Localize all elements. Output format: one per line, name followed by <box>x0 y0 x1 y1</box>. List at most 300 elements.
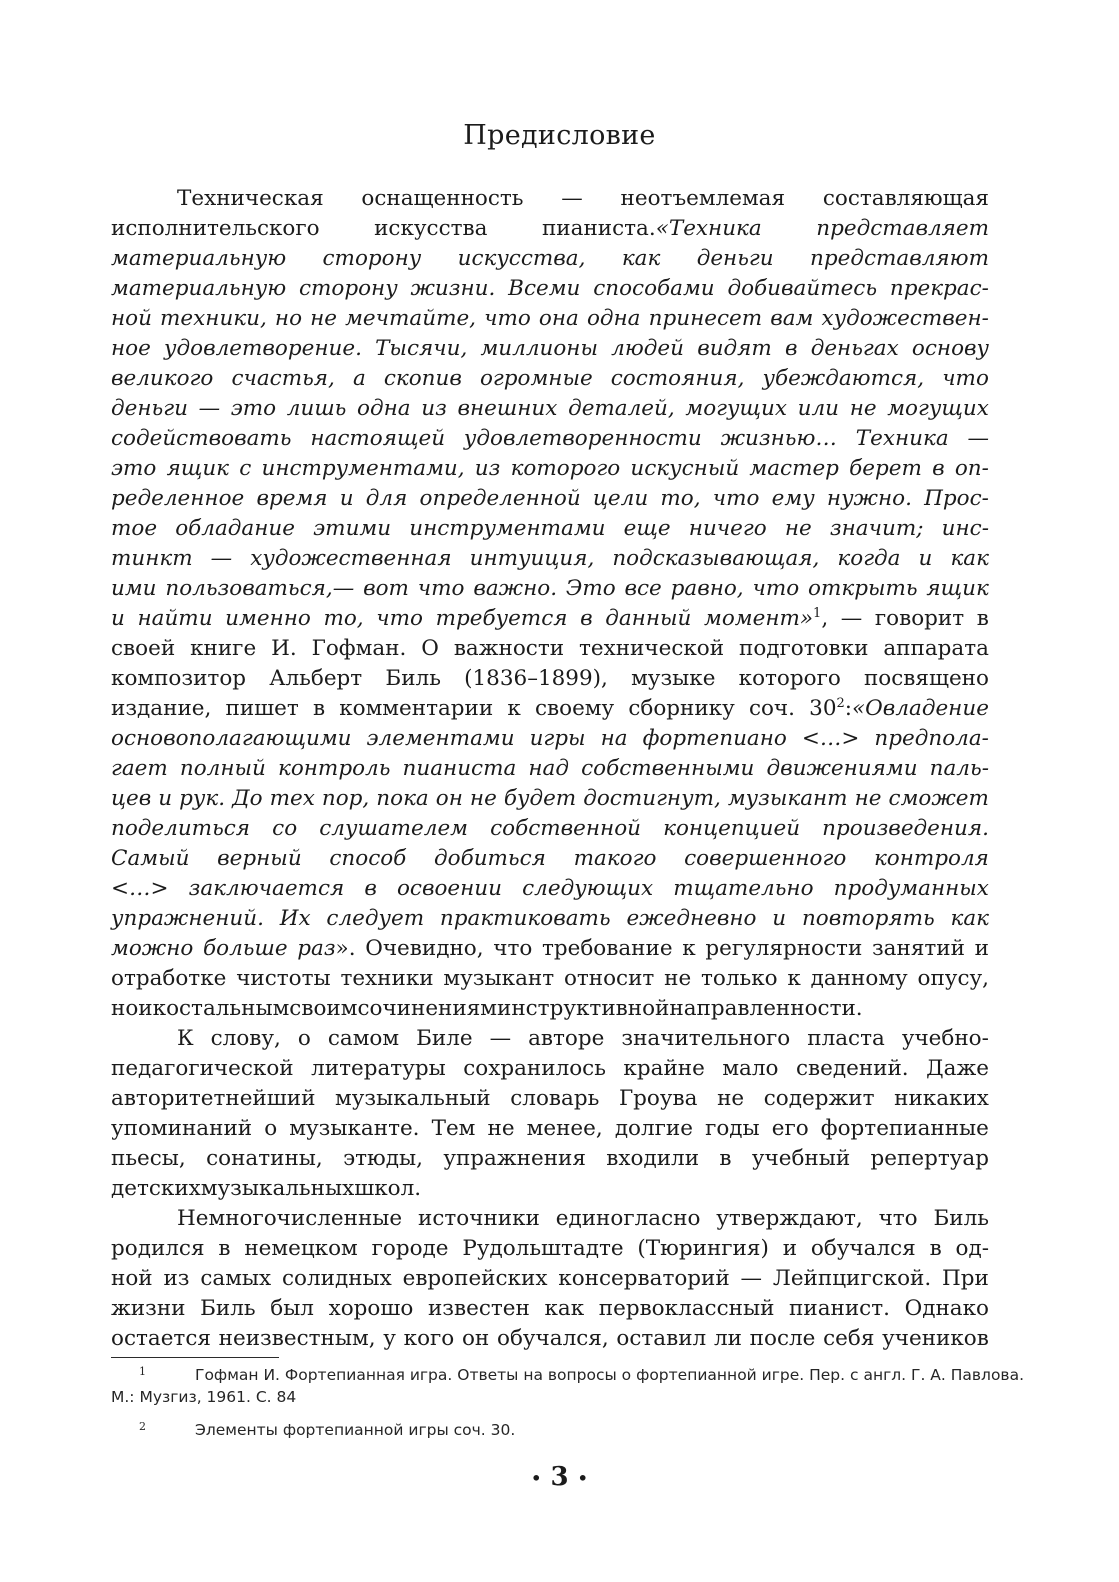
italic-word: тинкт <box>111 546 193 571</box>
word <box>443 964 554 994</box>
word <box>153 994 166 1024</box>
text-line <box>111 784 989 814</box>
word-text: как <box>544 1296 585 1321</box>
word <box>418 1204 540 1234</box>
italic-word: берет <box>849 456 922 481</box>
text-line <box>111 544 989 574</box>
word <box>190 634 256 664</box>
word <box>111 814 250 844</box>
italic-word: совершенного <box>684 846 847 871</box>
word <box>329 844 406 874</box>
italic-word: продуманных <box>833 876 989 901</box>
italic-word: еще <box>623 516 671 541</box>
word <box>470 544 595 574</box>
word <box>111 1234 205 1264</box>
italic-word: собственной <box>490 816 642 841</box>
word-text: хорошо <box>328 1296 414 1321</box>
word <box>716 1204 862 1234</box>
word <box>770 304 813 334</box>
word-text: чистоты <box>236 966 331 991</box>
footnote-separator <box>111 1357 279 1358</box>
text-line <box>111 664 989 694</box>
word <box>749 454 839 484</box>
italic-word: счастья, <box>231 366 335 391</box>
word <box>930 754 989 784</box>
word <box>802 904 935 934</box>
word-text: европейских <box>402 1266 548 1291</box>
italic-word: определенной <box>419 486 581 511</box>
word <box>955 454 989 484</box>
word <box>883 634 989 664</box>
word <box>864 664 989 694</box>
italic-word: что <box>942 366 989 391</box>
italic-word: художественная <box>250 546 452 571</box>
italic-word: что <box>484 306 531 331</box>
word-text: технической <box>578 636 725 661</box>
word <box>440 904 611 934</box>
word <box>177 184 324 214</box>
italic-word: но <box>274 306 303 331</box>
word <box>542 214 762 244</box>
italic-word: убеждаются, <box>762 366 925 391</box>
italic-word: контроль <box>277 756 391 781</box>
italic-word: основу <box>911 336 989 361</box>
word-text: Биль <box>200 1296 256 1321</box>
word <box>772 1114 809 1144</box>
word <box>244 1234 357 1264</box>
italic-word: собственными <box>581 756 755 781</box>
italic-word: До <box>232 786 263 811</box>
word <box>278 754 390 784</box>
word-text: Однако <box>904 1296 989 1321</box>
italic-word: мечтайте, <box>345 306 477 331</box>
word <box>879 1204 918 1234</box>
page-number-dot-left: • <box>531 1468 542 1488</box>
word <box>111 334 151 364</box>
word-text: в <box>719 1146 732 1171</box>
italic-word: ему <box>771 486 815 511</box>
word <box>111 1324 211 1354</box>
word <box>111 274 286 304</box>
word <box>201 1174 354 1204</box>
word-text: музыканте. <box>289 1116 420 1141</box>
word <box>111 964 226 994</box>
word-text: Биль <box>933 1206 989 1231</box>
word <box>310 304 337 334</box>
word <box>942 514 989 544</box>
word <box>493 934 532 964</box>
word <box>624 514 671 544</box>
word <box>717 1084 744 1114</box>
word-text: — <box>561 186 583 211</box>
word <box>583 784 721 814</box>
word <box>484 304 531 334</box>
word <box>111 874 169 904</box>
word <box>809 694 989 724</box>
word <box>409 514 605 544</box>
word <box>566 574 616 604</box>
italic-word: и <box>918 546 933 571</box>
word <box>810 244 989 274</box>
page-number <box>0 1462 1119 1492</box>
word-text: у <box>383 1326 396 1351</box>
word <box>530 724 586 754</box>
italic-word: вот <box>363 576 409 601</box>
italic-word: пользоваться,— <box>165 576 355 601</box>
word <box>750 1324 816 1354</box>
word-text: фортепианные <box>820 1116 989 1141</box>
word-text: остается <box>111 1326 211 1351</box>
word <box>772 904 786 934</box>
word-text: входили <box>606 1146 700 1171</box>
word <box>335 1084 491 1114</box>
word <box>287 394 347 424</box>
word-text: Техническая <box>177 186 324 211</box>
italic-word: деталей, <box>568 396 675 421</box>
italic-word: упражнений. <box>111 906 264 931</box>
text-line <box>111 334 989 364</box>
word <box>728 784 848 814</box>
word <box>353 364 366 394</box>
word <box>727 274 877 304</box>
word <box>787 964 800 994</box>
word <box>312 634 407 664</box>
word <box>752 1144 850 1174</box>
word <box>918 964 989 994</box>
italic-word: достигнут, <box>583 786 721 811</box>
italic-word: повторять <box>801 906 935 931</box>
italic-word: которого <box>510 456 621 481</box>
word-text: консерваторий <box>558 1266 730 1291</box>
word-text: Тем <box>431 1116 476 1141</box>
text-line <box>111 484 989 514</box>
word <box>313 694 325 724</box>
word-text: солидных <box>281 1266 392 1291</box>
text-line <box>111 304 989 334</box>
word <box>383 1324 396 1354</box>
word <box>621 184 786 214</box>
text-line <box>111 1054 989 1084</box>
word-text: сонатины, <box>206 1146 323 1171</box>
text-line <box>111 1084 989 1114</box>
word <box>217 844 302 874</box>
italic-word: деньгах <box>810 336 899 361</box>
italic-word: одна <box>586 306 641 331</box>
word <box>719 1144 731 1174</box>
word <box>528 754 569 784</box>
word <box>282 1264 392 1294</box>
word-text: неотъемлемая <box>620 186 786 211</box>
italic-word: прекрас- <box>889 276 989 301</box>
word <box>167 454 229 484</box>
word <box>111 1054 294 1084</box>
word <box>830 514 924 544</box>
word <box>111 724 352 754</box>
italic-word: Это <box>565 576 616 601</box>
word-text: в <box>312 696 326 721</box>
word <box>837 544 900 574</box>
word <box>261 454 464 484</box>
word-text: (Тюрингия) <box>637 1236 769 1261</box>
word <box>475 454 501 484</box>
word <box>111 574 157 604</box>
word <box>766 754 917 784</box>
footnote-mark: 1 <box>139 1365 146 1378</box>
italic-word: миллионы <box>480 336 598 361</box>
word <box>339 694 493 724</box>
word-text: исполнительского <box>111 216 320 241</box>
italic-word: Самый <box>111 846 190 871</box>
italic-word: не <box>310 306 337 331</box>
word <box>621 1024 790 1054</box>
word <box>821 1114 989 1144</box>
word <box>366 484 408 514</box>
word <box>579 634 724 664</box>
italic-word: «Техника <box>655 216 762 241</box>
word <box>811 964 908 994</box>
word <box>231 394 276 424</box>
word-text: составляющая <box>822 186 989 211</box>
word-text: Лейпцигской. <box>772 1266 932 1291</box>
text-line <box>111 904 989 934</box>
italic-word: обладание <box>175 516 295 541</box>
italic-word: вам <box>770 306 814 331</box>
word-text: говорит <box>874 606 965 631</box>
word-text: педагогической <box>111 1056 294 1081</box>
word-text: крайне <box>623 1056 705 1081</box>
italic-word: следующих <box>522 876 654 901</box>
word <box>855 784 882 814</box>
word <box>894 1084 989 1114</box>
italic-word: художествен- <box>821 306 989 331</box>
word <box>827 484 912 514</box>
italic-word: время <box>256 486 328 511</box>
italic-word: цев <box>111 786 152 811</box>
italic-word: найти <box>137 606 213 631</box>
word <box>823 1324 874 1354</box>
italic-word: требуется <box>435 606 568 631</box>
italic-word: видят <box>697 336 772 361</box>
italic-word: поделиться <box>111 816 251 841</box>
text-line <box>111 604 989 634</box>
word <box>705 1114 760 1144</box>
word <box>270 1294 314 1324</box>
word <box>631 664 715 694</box>
word <box>137 604 212 634</box>
word <box>111 694 211 724</box>
italic-word: произведения. <box>822 816 989 841</box>
word <box>177 1024 194 1054</box>
word <box>619 1084 698 1114</box>
word <box>111 934 193 964</box>
word <box>236 964 330 994</box>
word <box>164 334 362 364</box>
italic-word: гает <box>111 756 168 781</box>
word <box>684 844 846 874</box>
word <box>328 1024 399 1054</box>
word-text: о <box>297 1026 311 1051</box>
italic-word: сможет <box>888 786 989 811</box>
word <box>593 484 648 514</box>
word <box>111 514 157 544</box>
italic-word: и <box>339 486 354 511</box>
word <box>443 1144 586 1174</box>
word <box>232 784 262 814</box>
word <box>200 1264 271 1294</box>
word <box>497 994 669 1024</box>
italic-word: могущих <box>887 396 989 421</box>
text-line <box>111 694 989 724</box>
text-line <box>111 244 989 274</box>
word <box>323 244 422 274</box>
italic-word: ящик <box>926 576 989 601</box>
word <box>111 634 175 664</box>
word <box>942 1264 989 1294</box>
word-text: детских <box>111 1176 201 1201</box>
word <box>374 214 487 244</box>
text-line <box>111 1204 989 1234</box>
word <box>574 844 657 874</box>
word <box>816 214 989 244</box>
word-text: — <box>840 606 863 631</box>
italic-word: содействовать <box>111 426 292 451</box>
word-text: упоминаний <box>111 1116 253 1141</box>
italic-word: Прос- <box>924 486 989 511</box>
footnote-mark: 2 <box>139 1420 146 1433</box>
word <box>834 874 989 904</box>
italic-word: ное <box>111 336 151 361</box>
word <box>510 1084 599 1114</box>
word <box>111 424 292 454</box>
word <box>977 604 989 634</box>
italic-word: больше <box>203 936 288 961</box>
word <box>462 1234 623 1264</box>
italic-word: основополагающими <box>111 726 352 751</box>
word <box>606 1144 699 1174</box>
word <box>875 604 964 634</box>
word <box>480 334 598 364</box>
word-text: сведений. <box>795 1056 909 1081</box>
word-text: себя <box>823 1326 875 1351</box>
word <box>874 724 989 754</box>
word <box>179 784 225 814</box>
word-text: искусства <box>374 216 488 241</box>
italic-word: для <box>365 486 408 511</box>
word <box>956 1234 989 1264</box>
word-text: Гроува <box>618 1086 698 1111</box>
word <box>403 754 517 784</box>
word <box>616 1324 706 1354</box>
italic-word: внешних <box>457 396 558 421</box>
page-number-dot-right: • <box>577 1468 588 1488</box>
italic-word: что <box>752 576 800 601</box>
word-text: пьесы, <box>111 1146 186 1171</box>
word <box>890 274 989 304</box>
word-text: пианиста. <box>541 216 656 241</box>
word <box>239 454 251 484</box>
word <box>420 484 581 514</box>
italic-word: когда <box>837 546 901 571</box>
word-text: своим <box>289 996 358 1021</box>
word <box>664 964 691 994</box>
word <box>580 604 593 634</box>
italic-word: данный <box>605 606 692 631</box>
word <box>458 244 586 274</box>
word <box>808 574 918 604</box>
word <box>535 694 614 724</box>
italic-word: — <box>967 426 989 451</box>
word <box>357 394 411 424</box>
word <box>643 724 787 754</box>
text-line <box>111 1174 989 1204</box>
text-line <box>111 634 989 664</box>
word <box>111 604 125 634</box>
italic-word: что <box>712 486 760 511</box>
italic-word: фортепиано <box>642 726 787 751</box>
word <box>138 994 152 1024</box>
word-text: содержит <box>763 1086 875 1111</box>
italic-word: освоении <box>396 876 502 901</box>
text-line <box>111 184 989 214</box>
italic-word: в <box>364 876 377 901</box>
italic-word: <…> <box>111 876 169 901</box>
italic-word: цели <box>592 486 649 511</box>
word-text: Даже <box>926 1056 989 1081</box>
word <box>882 1324 989 1354</box>
word <box>544 1294 584 1324</box>
word-text: репертуар <box>870 1146 989 1171</box>
word <box>250 544 451 574</box>
text-line <box>111 934 989 964</box>
italic-word: пор, <box>321 786 370 811</box>
word <box>527 1114 603 1144</box>
word <box>697 244 774 274</box>
italic-word: все <box>624 576 662 601</box>
word-text: словарь <box>510 1086 600 1111</box>
word-text: опусу, <box>917 966 989 991</box>
italic-word: представляет <box>816 216 989 241</box>
word-text: к <box>682 936 696 961</box>
word-text: требование <box>541 936 673 961</box>
text-line <box>111 844 989 874</box>
italic-word: сторону <box>298 276 398 301</box>
word-text: Альберт <box>269 666 363 691</box>
word-text: О <box>421 636 439 661</box>
italic-word: полный <box>179 756 266 781</box>
text-line <box>111 214 989 244</box>
italic-word: что <box>417 576 465 601</box>
italic-word: состояния, <box>610 366 745 391</box>
word-text: источники <box>418 1206 540 1231</box>
italic-word: — <box>198 396 221 421</box>
word <box>789 1294 890 1324</box>
italic-word: жизнью… <box>720 426 837 451</box>
word <box>111 484 244 514</box>
word <box>872 934 965 964</box>
word <box>934 1204 990 1234</box>
word <box>256 484 327 514</box>
word <box>822 814 989 844</box>
italic-word: скопив <box>383 366 462 391</box>
word <box>416 1024 473 1054</box>
word <box>376 784 428 814</box>
word <box>568 394 675 424</box>
word <box>343 1144 423 1174</box>
word-text: ной <box>111 1266 153 1291</box>
word <box>919 544 933 574</box>
word <box>821 304 988 334</box>
word-text: не <box>487 1116 515 1141</box>
